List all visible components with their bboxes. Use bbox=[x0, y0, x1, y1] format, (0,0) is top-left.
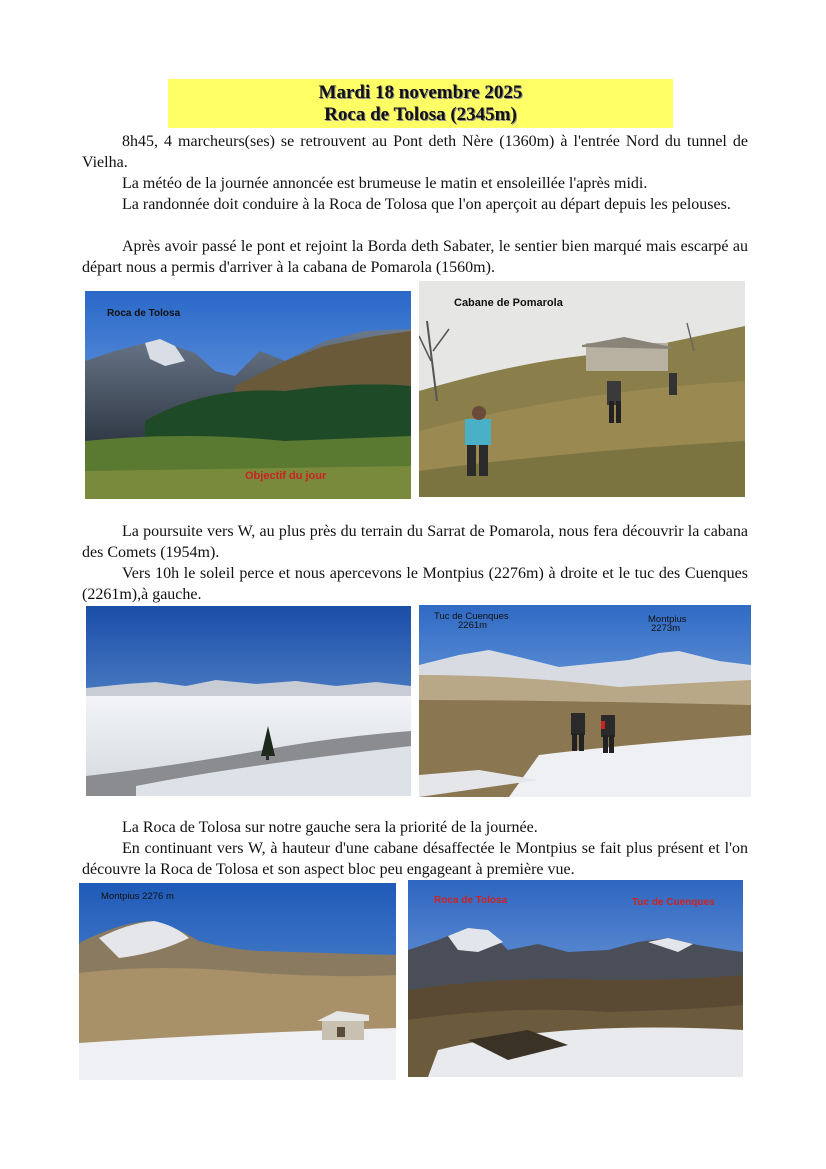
paragraph-montpius: En continuant vers W, à hauteur d'une cabane désaffectée le Montpius se fait plus présent et l'on découvre la Roca de Tolosa et son aspect bloc peu engageant à première vue. bbox=[82, 840, 748, 878]
photo2-caption: Cabane de Pomarola bbox=[454, 297, 563, 309]
photo1-caption-goal: Objectif du jour bbox=[245, 470, 327, 482]
peak-title: Roca de Tolosa (2345m) bbox=[324, 104, 517, 125]
photo4-caption-montpius-name: Montpius bbox=[648, 614, 687, 625]
photo-sea-of-clouds bbox=[86, 606, 411, 796]
date-title: Mardi 18 novembre 2025 bbox=[318, 82, 523, 103]
photo-roca-and-cuenques bbox=[408, 880, 743, 1077]
title-banner bbox=[168, 79, 673, 128]
photo4-caption-montpius-alt: 2273m bbox=[651, 623, 681, 634]
photo-roca-de-tolosa bbox=[85, 291, 411, 499]
paragraph-meeting: 8h45, 4 marcheurs(ses) se retrouvent au Pont deth Nère (1360m) à l'entrée Nord du tunnel de Vielha. bbox=[82, 133, 748, 171]
paragraph-sun: Vers 10h le soleil perce et nous apercevons le Montpius (2276m) à droite et le tuc des Cuenques (2261m),à gauche. bbox=[82, 565, 748, 603]
photo-cuenques-montpius bbox=[419, 605, 751, 797]
paragraph-approach: Après avoir passé le pont et rejoint la Borda deth Sabater, le sentier bien marqué mais escarpé au départ nous a permis d'arriver à la cabana de Pomarola (1560m). bbox=[82, 238, 748, 276]
photo6-caption-roca: Roca de Tolosa bbox=[434, 895, 508, 906]
photo4-caption-cuenques-alt: 2261m bbox=[458, 620, 488, 631]
photo1-caption-peak: Roca de Tolosa bbox=[107, 308, 181, 319]
paragraph-comets: La poursuite vers W, au plus près du terrain du Sarrat de Pomarola, nous fera découvrir la cabana des Comets (1954m). bbox=[82, 523, 748, 561]
paragraph-priority: La Roca de Tolosa sur notre gauche sera la priorité de la journée. bbox=[122, 819, 538, 836]
photo-montpius bbox=[79, 883, 396, 1080]
photo6-caption-cuenques: Tuc de Cuenques bbox=[632, 897, 715, 908]
photo5-caption: Montpius 2276 m bbox=[101, 891, 174, 902]
paragraph-goal: La randonnée doit conduire à la Roca de Tolosa que l'on aperçoit au départ depuis les pelouses. bbox=[122, 196, 731, 213]
photo-cabane-de-pomarola bbox=[419, 281, 745, 497]
paragraph-weather: La météo de la journée annoncée est brumeuse le matin et ensoleillée l'après midi. bbox=[122, 175, 648, 192]
photo4-caption-cuenques-name: Tuc de Cuenques bbox=[434, 611, 509, 622]
